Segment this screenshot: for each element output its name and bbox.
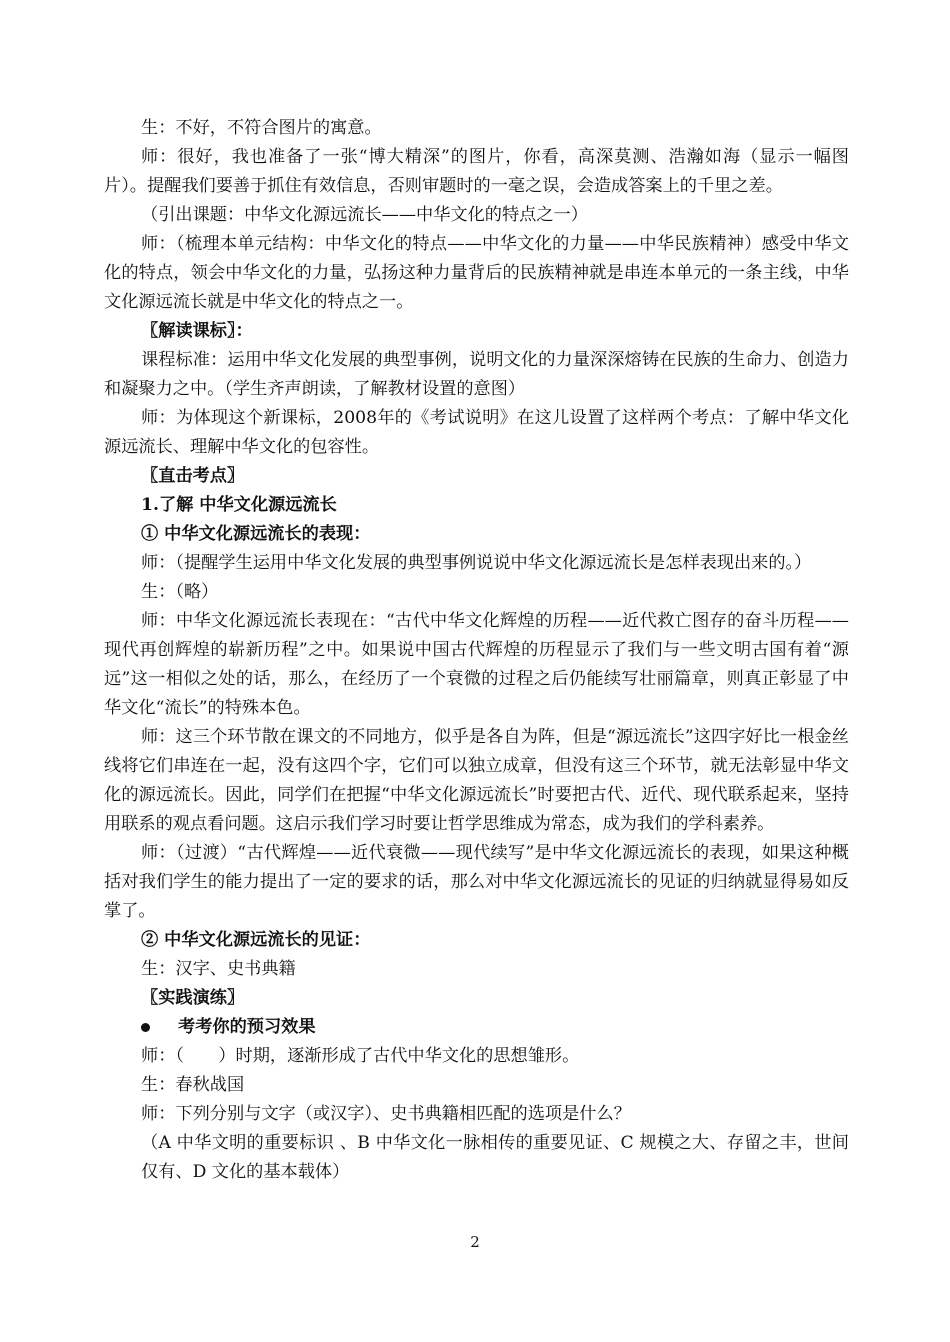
heading-curriculum: 〖解读课标〗： xyxy=(141,321,253,341)
paragraph-curriculum-standard: 课程标准：运用中华文化发展的典型事例，说明文化的力量深深熔铸在民族的生命力、创造力和凝聚力之中。（学生齐声朗读，了解教材设置的意图） xyxy=(104,350,849,399)
paragraph-golden-thread: 师：这三个环节散在课文的不同地方，似乎是各自为阵，但是“源远流长”这四字好比一根金丝线将它们串连在一起，没有这四个字，它们可以独立成章，但没有这三个环节，就无法彰显中华文化的源远流长。因此，同学们在把握“中华文化源远流长”时要把古代、近代、现代联系起来，坚持用联系的观点看问题。这启示我们学习时要让哲学思维成为常态，成为我们的学科素养。 xyxy=(104,727,849,834)
paragraph-three-stages: 师：中华文化源远流长表现在：“古代中华文化辉煌的历程——近代救亡图存的奋斗历程——现代再创辉煌的崭新历程”之中。如果说中国古代辉煌的历程显示了我们与一些文明古国有着“源远”这一相似之处的话，那么，在经历了一个衰微的过程之后仍能续写壮丽篇章，则真正彰显了中华文化“流长”的特殊本色。 xyxy=(104,611,849,718)
paragraph-transition: 师：（过渡）“古代辉煌——近代衰微——现代续写”是中华文化源远流长的表现，如果这种概括对我们学生的能力提出了一定的要求的话，那么对中华文化源远流长的见证的归纳就显得易如反掌了。 xyxy=(104,843,849,921)
paragraph-teacher-image: 师：很好，我也准备了一张“博大精深”的图片，你看，高深莫测、浩瀚如海（显示一幅图片）。提醒我们要善于抓住有效信息，否则审题时的一毫之误，会造成答案上的千里之差。 xyxy=(104,147,849,196)
paragraph-question-2: 师：下列分别与文字（或汉字）、史书典籍相匹配的选项是什么？ xyxy=(141,1104,631,1124)
paragraph-student-evidence: 生：汉字、史书典籍 xyxy=(141,959,296,979)
paragraph-teacher-prompt: 师：（提醒学生运用中华文化发展的典型事例说说中华文化源远流长是怎样表现出来的。） xyxy=(141,553,812,573)
bullet-item-preview xyxy=(104,1013,849,1042)
heading-point-1: 1.了解 中华文化源远流长 xyxy=(141,495,337,515)
paragraph-options: （A 中华文明的重要标识 、B 中华文化一脉相传的重要见证、C 规模之大、存留之丰，世间仅有、D 文化的基本载体） xyxy=(141,1133,849,1182)
page-content xyxy=(104,114,849,1187)
paragraph-unit-structure: 师：（梳理本单元结构：中华文化的特点——中华文化的力量——中华民族精神）感受中华文化的特点，领会中华文化的力量，弘扬这种力量背后的民族精神就是串连本单元的一条主线，中华文化源远流长就是中华文化的特点之一。 xyxy=(104,234,849,312)
paragraph-exam-points: 师：为体现这个新课标，2008年的《考试说明》在这儿设置了这样两个考点：了解中华文化源远流长、理解中华文化的包容性。 xyxy=(104,408,849,457)
heading-evidence: ② 中华文化源远流长的见证： xyxy=(141,930,371,950)
bullet-icon xyxy=(141,1023,150,1032)
paragraph-student-reply: 生：不好，不符合图片的寓意。 xyxy=(141,118,382,138)
paragraph-student-omitted: 生：（略） xyxy=(141,582,219,602)
paragraph-question-1: 师：（ ）时期，逐渐形成了古代中华文化的思想雏形。 xyxy=(141,1046,580,1066)
bullet-text: 考考你的预习效果 xyxy=(178,1017,316,1037)
page-number: 2 xyxy=(470,1233,480,1251)
heading-manifestation: ① 中华文化源远流长的表现： xyxy=(141,524,371,544)
paragraph-answer-1: 生：春秋战国 xyxy=(141,1075,245,1095)
heading-practice: 〖实践演练〗 xyxy=(141,988,245,1008)
heading-exam-focus: 〖直击考点〗 xyxy=(141,466,245,486)
paragraph-topic-intro: （引出课题：中华文化源远流长——中华文化的特点之一） xyxy=(141,205,588,225)
